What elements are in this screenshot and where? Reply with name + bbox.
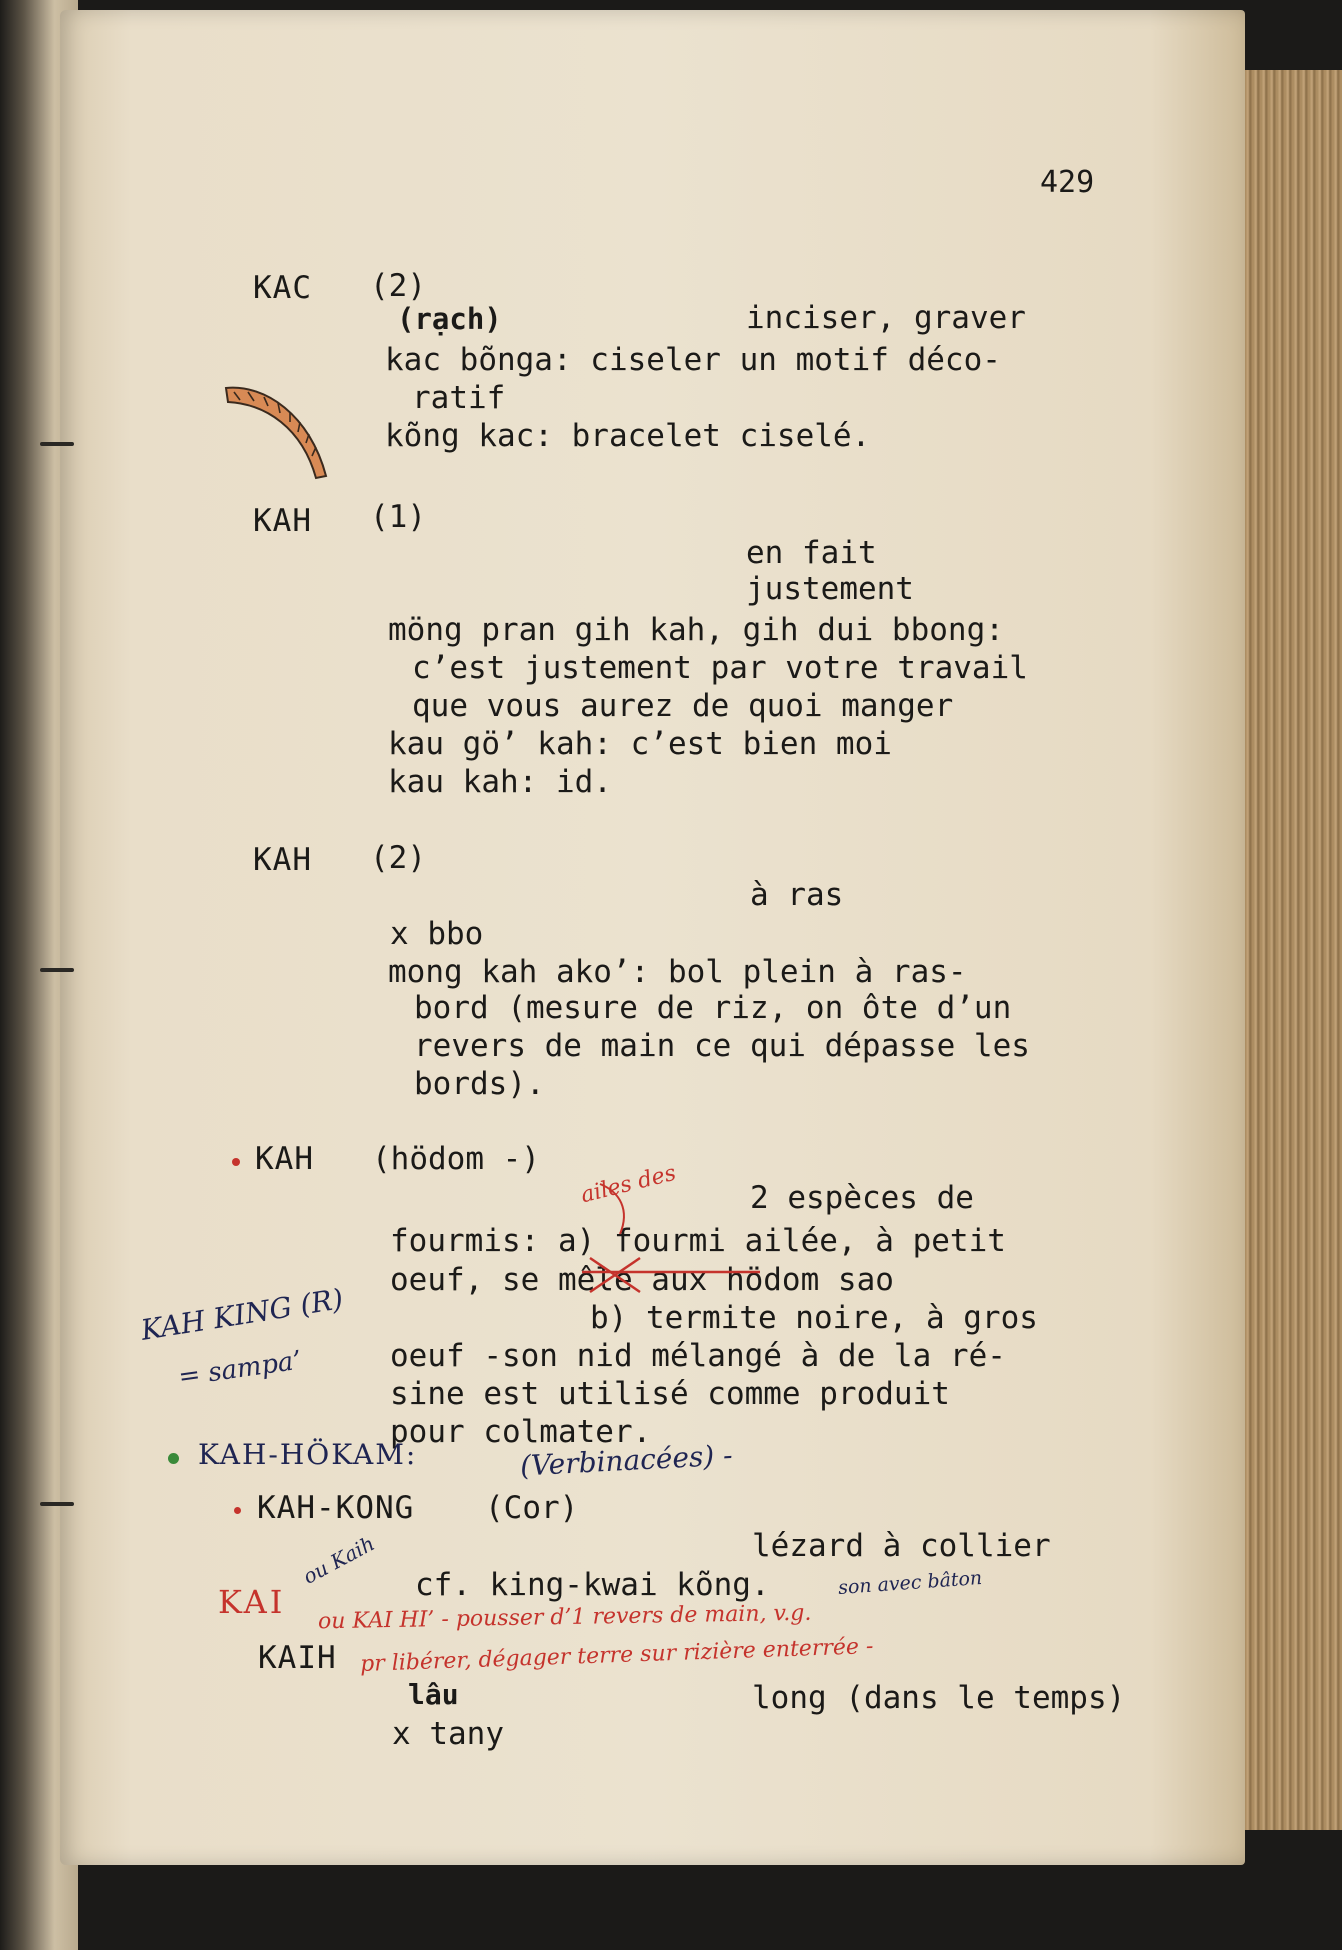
green-bullet xyxy=(168,1453,179,1464)
synonym: x bbo xyxy=(390,916,484,952)
headword-kah-kong: KAH-KONG xyxy=(257,1490,415,1526)
example: que vous aurez de quoi manger xyxy=(412,688,954,724)
gloss: justement xyxy=(746,571,914,607)
example: kau kah: id. xyxy=(388,764,612,800)
example: kau gö’ kah: c’est bien moi xyxy=(388,726,892,762)
binding-stitch xyxy=(40,1502,74,1506)
headword-kaih: KAIH xyxy=(258,1640,337,1676)
example: c’est justement par votre travail xyxy=(412,650,1028,686)
gloss: long (dans le temps) xyxy=(752,1680,1126,1716)
handwritten-note: KAH KING (R) xyxy=(138,1282,346,1347)
example: ratif xyxy=(412,380,506,416)
handwritten-insertion: ailes des xyxy=(578,1160,679,1209)
gloss: lézard à collier xyxy=(752,1528,1051,1564)
headword-kah: KAH xyxy=(253,842,312,878)
binding-stitch xyxy=(40,968,74,972)
sense-number: (2) xyxy=(370,268,426,304)
example: mong kah ako’: bol plein à ras- xyxy=(388,954,967,990)
gloss: inciser, graver xyxy=(746,300,1026,336)
red-bullet xyxy=(232,1158,240,1166)
example: bords). xyxy=(414,1066,545,1102)
handwritten-note: KAH-HÖKAM: xyxy=(198,1438,418,1471)
cross-reference: cf. king-kwai kõng. xyxy=(415,1567,770,1603)
definition-line: pour colmater. xyxy=(390,1414,652,1450)
gloss: 2 espèces de xyxy=(750,1180,974,1216)
handwritten-red-note: ou KAI HI’ - pousser d’1 revers de main, v.g. xyxy=(317,1600,812,1635)
vietnamese-equivalent: (rạch) xyxy=(397,302,502,336)
example: kõng kac: bracelet ciselé. xyxy=(385,418,871,454)
example: revers de main ce qui dépasse les xyxy=(414,1028,1030,1064)
definition-line: sine est utilisé comme produit xyxy=(390,1376,950,1412)
handwritten-note: son avec bâton xyxy=(837,1566,983,1600)
sense-number: (1) xyxy=(370,499,426,535)
sense-label: (Cor) xyxy=(485,1490,579,1526)
handwritten-note: = sampa’ xyxy=(176,1345,304,1393)
handwritten-note: ou Kaih xyxy=(298,1531,379,1589)
sense-label: (hödom -) xyxy=(372,1141,540,1177)
red-bullet xyxy=(234,1507,241,1514)
handwritten-note: (Verbinacées) - xyxy=(519,1438,734,1483)
example: bord (mesure de riz, on ôte d’un xyxy=(414,990,1012,1026)
example: möng pran gih kah, gih dui bbong: xyxy=(388,612,1004,648)
definition-line: b) termite noire, à gros xyxy=(590,1300,1038,1336)
handwritten-red-headword: KAI xyxy=(218,1583,286,1621)
headword-kac: KAC xyxy=(253,270,312,306)
synonym: x tany xyxy=(392,1716,504,1752)
gloss: en fait xyxy=(746,535,877,571)
vietnamese-equivalent: lâu xyxy=(408,1678,459,1711)
definition-line: fourmis: a) fourmi ailée, à petit xyxy=(390,1223,1006,1259)
binding-stitch xyxy=(40,442,74,446)
definition-line: oeuf -son nid mélangé à de la ré- xyxy=(390,1338,1006,1374)
bracelet-sketch-icon xyxy=(220,370,335,485)
sense-number: (2) xyxy=(370,840,426,876)
page-number: 429 xyxy=(1040,165,1095,200)
definition-line: oeuf, se mêle aux hödom sao xyxy=(390,1262,894,1298)
headword-kah: KAH xyxy=(255,1141,314,1177)
handwritten-red-note: pr libérer, dégager terre sur rizière enterrée - xyxy=(359,1634,874,1677)
book-page-edges xyxy=(1245,70,1342,1830)
gloss: à ras xyxy=(750,877,844,913)
example: kac bõnga: ciseler un motif déco- xyxy=(385,342,1001,378)
headword-kah: KAH xyxy=(253,503,312,539)
